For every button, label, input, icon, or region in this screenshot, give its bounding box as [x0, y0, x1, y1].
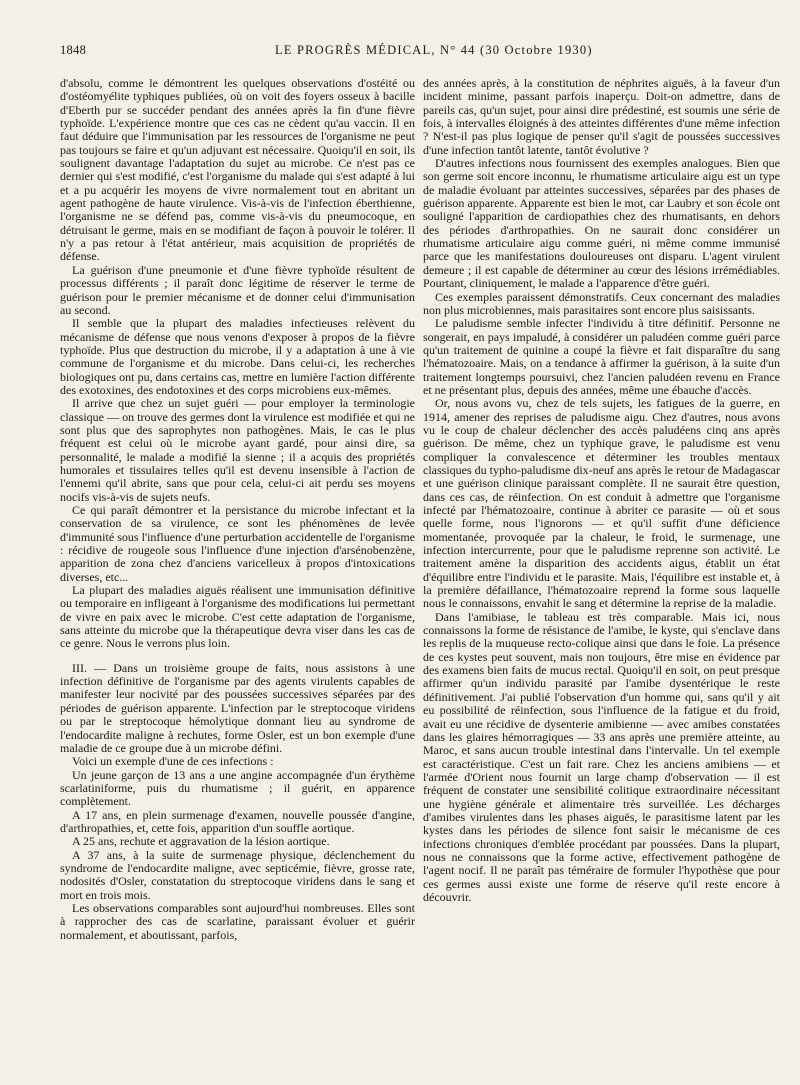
paragraph: A 17 ans, en plein surmenage d'examen, nouvelle poussée d'angine, d'arthropathies, et, cette fois, apparition d'un souffle aortique. [60, 807, 415, 835]
paragraph: des années après, à la constitution de néphrites aiguës, à la faveur d'un incident minime, passant parfois inaperçu. Doit-on admettre, dans de pareils cas, qu'un sujet, pour ainsi dire prédestiné, est soumis une série de fois, à intervalles éloignés à des atteintes différentes d'une même infection ? N'est-il pas plus logique de penser qu'il s'agit de poussées successives d'une infection tantôt latente, tantôt évolutive ? [423, 76, 780, 157]
paragraph: La guérison d'une pneumonie et d'une fièvre typhoïde résultent de processus différents ; il paraît donc légitime de réserver le terme de guérison pour le premier mécanisme et de donner celui d'immunisation au second. [60, 262, 415, 317]
paragraph: Le paludisme semble infecter l'individu à titre définitif. Personne ne songerait, en pays impaludé, à considérer un paludéen comme guéri parce qu'un traitement de quinine a coupé la fièvre et fait disparaître du sang l'hématozoaire. Mais, on a tendance à affirmer la guérison, à la suite d'un traitement longtemps poursuivi, chez l'ancien paludéen revenu en France et ne présentant plus, depuis des années, même une ébauche d'accès. [423, 316, 780, 397]
left-column [60, 77, 415, 942]
paragraph: Il semble que la plupart des maladies infectieuses relèvent du mécanisme de défense que nous venons d'exposer à propos de la fièvre typhoïde. Plus que destruction du microbe, il y a adaptation à une à vie commune de l'organisme et du microbe. Dans celui-ci, les recherches biologiques ont pu, dans certains cas, mettre en lumière l'action différente des exotoxines, des endotoxines et des corps microbiens eux-mêmes. [60, 316, 415, 397]
paragraph: Voici un exemple d'une de ces infections : [72, 754, 274, 769]
right-column [423, 77, 780, 904]
paragraph: Ce qui paraît démontrer et la persistance du microbe infectant et la conservation de sa virulence, ce sont les phénomènes de levée d'immunité sous l'influence d'une perturbation accidentelle de l'organisme : récidive de rougeole sous l'influence d'une injection d'arsénobenzène, apparition de zona chez d'anciens varicelleux à propos d'intoxications diverses, etc... [60, 503, 415, 584]
paragraph: D'autres infections nous fournissent des exemples analogues. Bien que son germe soit encore inconnu, le rhumatisme articulaire aigu est un type de maladie évoluant par atteintes successives, séparées par des phases de guérison apparente. Apparente est bien le mot, car Laubry et son école ont souligné l'apparition de cardiopathies chez des rhumatisants, en dehors des périodes d'arthropathies. On ne saurait donc considérer un rhumatisme articulaire aigu comme guéri, ni même comme immunisé parce que les manifestations douloureuses ont disparu. L'agent virulent demeure ; il est capable de déterminer au cœur des lésions irrémédiables. Pourtant, cliniquement, le malade a l'apparence d'être guéri. [423, 156, 780, 291]
paragraph: Dans l'amibiase, le tableau est très comparable. Mais ici, nous connaissons la forme de résistance de l'amibe, le kyste, qui s'enclave dans les replis de la muqueuse recto-colique ainsi que dans le foie. La présence de ces kystes peut souvent, mais non toujours, être mise en évidence par des examens bien faits de mucus rectal. Quoiqu'il en soit, on peut presque affirmer qu'un individu parasité par l'amibe dysentérique le reste définitivement. J'ai publié l'observation d'un homme qui, sans qu'il y ait eu possibilité de réinfection, sous l'influence de la fatigue et du froid, avait eu une récidive de dysenterie amibienne — avec amibes constatées dans les glaires hémorragiques — 33 ans après une première atteinte, au Maroc, et sans aucun trouble intestinal dans l'intervalle. Un tel exemple est caractéristique. C'est un fait rare. Chez les anciens amibiens — et l'armée d'Orient nous fournit un large champ d'observation — il est fréquent de constater une sensibilité colitique extraordinaire nécessitant une hygiène générale et alimentaire très surveillée. Les décharges d'amibes virulentes dans les phases aiguës, le parasitisme latent par les kystes dans les périodes de silence font saisir le mécanisme de ces infections chroniques d'emblée procédant par poussées. Dans la plupart, nous ne connaissons que la forme active, effectivement pathogène de l'agent nocif. Il ne paraît pas téméraire de formuler l'hypothèse que pour ces germes aussi existe une forme de réserve qu'il reste encore à découvrir. [423, 609, 780, 904]
paragraph: Ces exemples paraissent démonstratifs. Ceux concernant des maladies non plus microbiennes, mais parasitaires sont encore plus saisissants. [423, 289, 780, 317]
paragraph: Un jeune garçon de 13 ans a une angine accompagnée d'un érythème scarlatiniforme, puis du rhumatisme ; il guérit, en apparence complètement. [60, 767, 415, 809]
paragraph: A 25 ans, rechute et aggravation de la lésion aortique. [72, 834, 330, 849]
section-paragraph: III. — Dans un troisième groupe de faits, nous assistons à une infection définitive de l'organisme par des agents virulents capables de manifester leur nocivité par des poussées successives séparées par des périodes de guérison apparente. L'infection par le streptocoque viridens ou par le streptocoque hémolytique donnant lieu au syndrome de l'endocardite maligne à rechutes, forme Osler, est un bon exemple d'une maladie de ce groupe due à un microbe défini. [60, 660, 415, 755]
running-header [60, 43, 760, 63]
paragraph: La plupart des maladies aiguës réalisent une immunisation définitive ou temporaire en infligeant à l'organisme des modifications lui permettant de vivre en paix avec le microbe. C'est cette adaptation de l'organisme, sans atteinte du microbe que la thérapeutique devra viser dans les cas de ce genre. Nous le verrons plus loin. [60, 583, 415, 651]
paragraph: Or, nous avons vu, chez de tels sujets, les fatigues de la guerre, en 1914, amener des reprises de paludisme aigu. Chez d'autres, nous avons vu le coup de chaleur déclencher des accès paludéens cinq ans après guérison. De même, chez un typhique grave, le paludisme est venu compliquer la convalescence et déterminer les troubles mentaux classiques du typho-paludisme dix-neuf ans après le retour de Madagascar et une guérison clinique paraissant complète. Il ne saurait être question, dans ces cas, de réinfection. On est conduit à admettre que l'organisme infecté par l'hématozoaire, continue à abriter ce parasite — où et sous quelle forme, nous l'ignorons — et qu'il suffit d'une déficience momentanée, provoquée par la chaleur, le froid, le surmenage, une infection intercurrente, pour que le paludisme reprenne son activité. Le traitement amène la disparition des accidents aigus, établit un état d'équilibre entre l'individu et le parasite. Mais, l'équilibre est instable et, à la première défaillance, l'hématozoaire reprend la forme sous laquelle nous le connaissons, envahit le sang et détermine la reprise de la maladie. [423, 396, 780, 611]
paragraph: A 37 ans, à la suite de surmenage physique, déclenchement du syndrome de l'endocardite maligne, avec septicémie, fièvre, grosse rate, nodosités d'Osler, constatation du streptocoque viridens dans le sang et mort en trois mois. [60, 847, 415, 902]
running-title: LE PROGRÈS MÉDICAL, N° 44 (30 Octobre 1930) [275, 43, 593, 57]
page-number: 1848 [60, 43, 87, 57]
paragraph: Les observations comparables sont aujourd'hui nombreuses. Elles sont à rapprocher des cas de scarlatine, paraissant évoluer et guérir normalement, et aboutissant, parfois, [60, 900, 415, 942]
paragraph: Il arrive que chez un sujet guéri — pour employer la terminologie classique — on trouve des germes dont la virulence est modifiée et qui ne sont plus que des saprophytes non pathogènes. Mais, le cas le plus fréquent est celui où le microbe ayant gardé, pour ainsi dire, sa personnalité, le malade a modifié la sienne ; il a acquis des propriétés humorales et tissulaires telles qu'il est devenu insensible à l'action de l'ennemi qu'il abrite, sans que pour cela, celui-ci ait perdu ses moyens nocifs vis-à-vis de sujets neufs. [60, 396, 415, 504]
paragraph: d'absolu, comme le démontrent les quelques observations d'ostéité ou d'ostéomyélite typhiques publiées, où on voit des foyers osseux à bacille d'Eberth pur se succéder pendant des années après la fin d'une fièvre typhoïde. L'expérience montre que ces cas ne cèdent qu'au vaccin. Il en faut déduire que l'immunisation par les ressources de l'organisme ne peut pas toujours se faire et qu'un adjuvant est nécessaire. Quoiqu'il en soit, ils soulignent davantage l'adaptation du sujet au microbe. Ce n'est pas ce dernier qui s'est modifié, c'est l'organisme du malade qui s'est adapté à lui et a pu acquérir les moyens de vivre normalement tout en abritant un agent pathogène de haute virulence. Vis-à-vis de l'infection éberthienne, l'organisme ne se défend pas, comme vis-à-vis du pneumocoque, en détruisant le germe, mais en se modifiant de façon à pouvoir le tolérer. Il n'y a pas retour à l'état antérieur, mais acquisition de propriétés de défense. [60, 76, 415, 264]
